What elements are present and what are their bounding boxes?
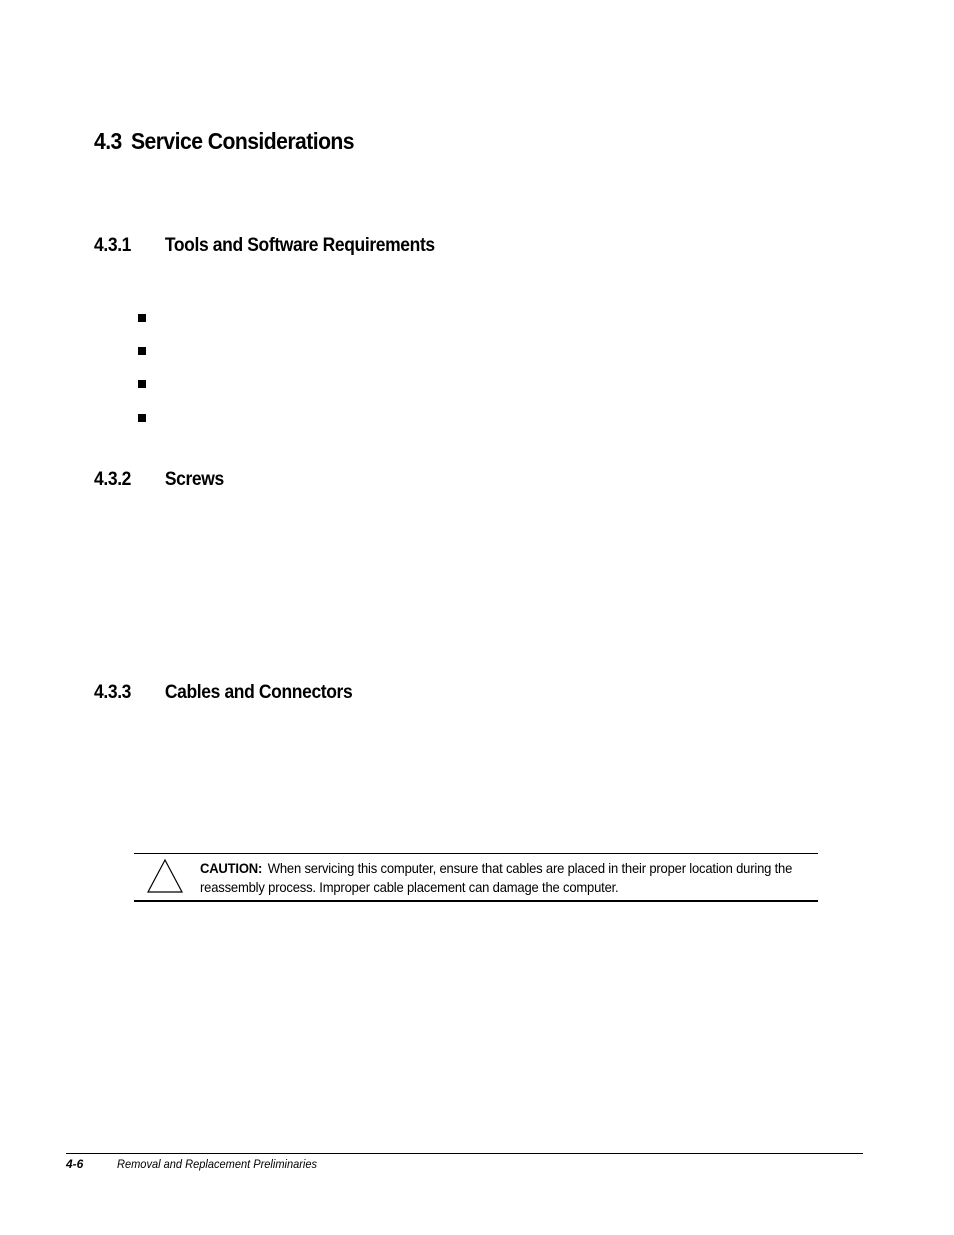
list-bullet xyxy=(138,347,146,355)
list-bullet xyxy=(138,314,146,322)
caution-body: When servicing this computer, ensure that cables are placed in their proper location during the reassembly process. Improper cable placement can damage the computer. xyxy=(200,860,793,895)
caution-top-rule xyxy=(134,853,818,854)
subsection-heading-tools xyxy=(94,235,435,257)
subsection-title: Screws xyxy=(164,469,224,490)
subsection-title: Tools and Software Requirements xyxy=(164,235,435,256)
subsection-heading-cables xyxy=(94,682,352,704)
list-bullet xyxy=(138,414,146,422)
subsection-number: 4.3.2 xyxy=(94,469,132,490)
caution-triangle-icon xyxy=(145,858,185,894)
section-number: 4.3 xyxy=(94,128,122,154)
list-bullet xyxy=(138,380,146,388)
caution-label: CAUTION: xyxy=(200,860,263,876)
footer-page-number: 4-6 xyxy=(66,1157,84,1171)
subsection-number: 4.3.3 xyxy=(94,682,132,703)
section-heading xyxy=(94,128,354,155)
subsection-heading-screws xyxy=(94,469,224,491)
caution-note xyxy=(200,859,818,897)
footer-rule xyxy=(66,1153,863,1154)
footer-title: Removal and Replacement Preliminaries xyxy=(117,1157,318,1171)
section-title: Service Considerations xyxy=(130,128,355,154)
caution-bottom-rule xyxy=(134,900,818,902)
subsection-title: Cables and Connectors xyxy=(164,682,353,703)
subsection-number: 4.3.1 xyxy=(94,235,132,256)
